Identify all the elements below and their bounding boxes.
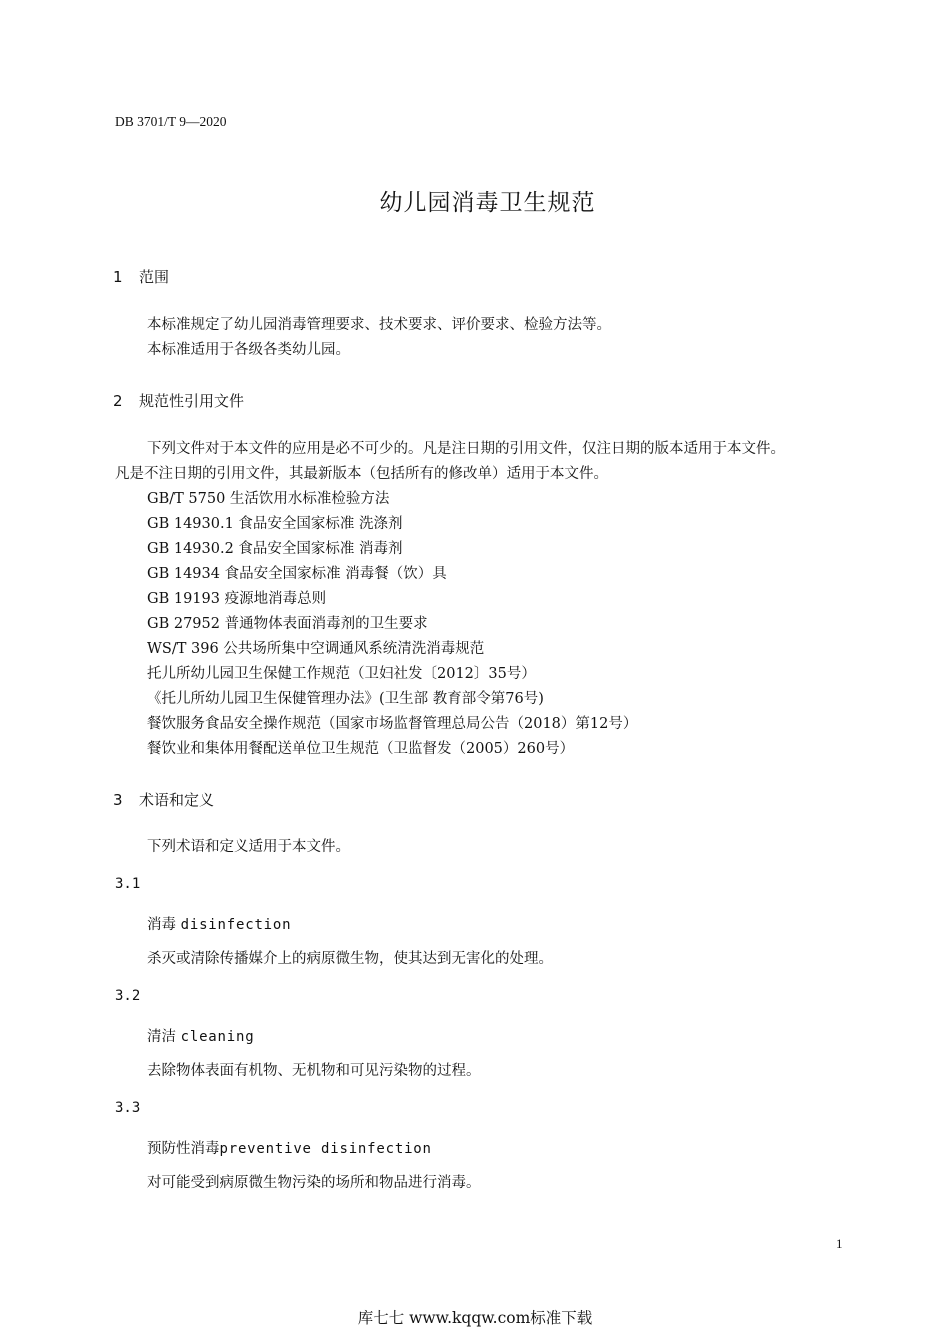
- term-en: preventive disinfection: [219, 1141, 432, 1157]
- section-title: 范围: [139, 268, 170, 286]
- reference-item: GB 27952 普通物体表面消毒剂的卫生要求: [147, 616, 428, 632]
- term-number: 3.2: [115, 988, 141, 1004]
- term-zh: 消毒: [147, 917, 176, 933]
- section-title: 规范性引用文件: [139, 392, 245, 410]
- term-heading: [147, 1025, 254, 1046]
- reference-item: 托儿所幼儿园卫生保健工作规范（卫妇社发〔2012〕35号）: [147, 666, 536, 682]
- term-number: 3.1: [115, 876, 141, 892]
- section-number: 2: [113, 392, 123, 410]
- section-number: 3: [113, 791, 123, 809]
- paragraph: 下列术语和定义适用于本文件。: [147, 839, 350, 855]
- reference-item: WS/T 396 公共场所集中空调通风系统清洗消毒规范: [147, 641, 485, 657]
- document-id: DB 3701/T 9—2020: [115, 114, 227, 129]
- term-number: 3.3: [115, 1100, 141, 1116]
- term-definition: 杀灭或清除传播媒介上的病原微生物，使其达到无害化的处理。: [147, 951, 553, 967]
- reference-item: GB 14930.2 食品安全国家标准 消毒剂: [147, 541, 403, 557]
- term-en: disinfection: [180, 917, 292, 933]
- footer-watermark: 库七七 www.kqqw.com标准下载: [357, 1309, 593, 1327]
- reference-item: 餐饮业和集体用餐配送单位卫生规范（卫监督发（2005）260号）: [147, 741, 575, 757]
- reference-item: 餐饮服务食品安全操作规范（国家市场监督管理总局公告（2018）第12号）: [147, 716, 638, 732]
- reference-item: GB 19193 疫源地消毒总则: [147, 591, 327, 607]
- document-title: 幼儿园消毒卫生规范: [379, 190, 596, 216]
- term-zh: 清洁: [147, 1029, 176, 1045]
- paragraph: 下列文件对于本文件的应用是必不可少的。凡是注日期的引用文件，仅注日期的版本适用于本文件。: [147, 441, 785, 457]
- term-heading: [147, 1137, 432, 1158]
- section-1-heading: [113, 266, 169, 287]
- page-number: 1: [836, 1236, 843, 1251]
- reference-item: GB 14930.1 食品安全国家标准 洗涤剂: [147, 516, 403, 532]
- section-number: 1: [113, 268, 123, 286]
- term-definition: 对可能受到病原微生物污染的场所和物品进行消毒。: [147, 1175, 481, 1191]
- section-title: 术语和定义: [139, 791, 215, 809]
- term-definition: 去除物体表面有机物、无机物和可见污染物的过程。: [147, 1063, 481, 1079]
- reference-item: 《托儿所幼儿园卫生保健管理办法》(卫生部 教育部令第76号): [147, 691, 544, 707]
- paragraph: 本标准适用于各级各类幼儿园。: [147, 342, 350, 358]
- reference-item: GB/T 5750 生活饮用水标准检验方法: [147, 491, 390, 507]
- section-2-heading: [113, 390, 244, 411]
- paragraph: 凡是不注日期的引用文件，其最新版本（包括所有的修改单）适用于本文件。: [115, 466, 608, 482]
- reference-item: GB 14934 食品安全国家标准 消毒餐（饮）具: [147, 566, 447, 582]
- section-3-heading: [113, 789, 214, 810]
- term-en: cleaning: [180, 1029, 255, 1045]
- term-heading: [147, 913, 291, 934]
- term-zh: 预防性消毒: [147, 1141, 220, 1157]
- paragraph: 本标准规定了幼儿园消毒管理要求、技术要求、评价要求、检验方法等。: [147, 317, 611, 333]
